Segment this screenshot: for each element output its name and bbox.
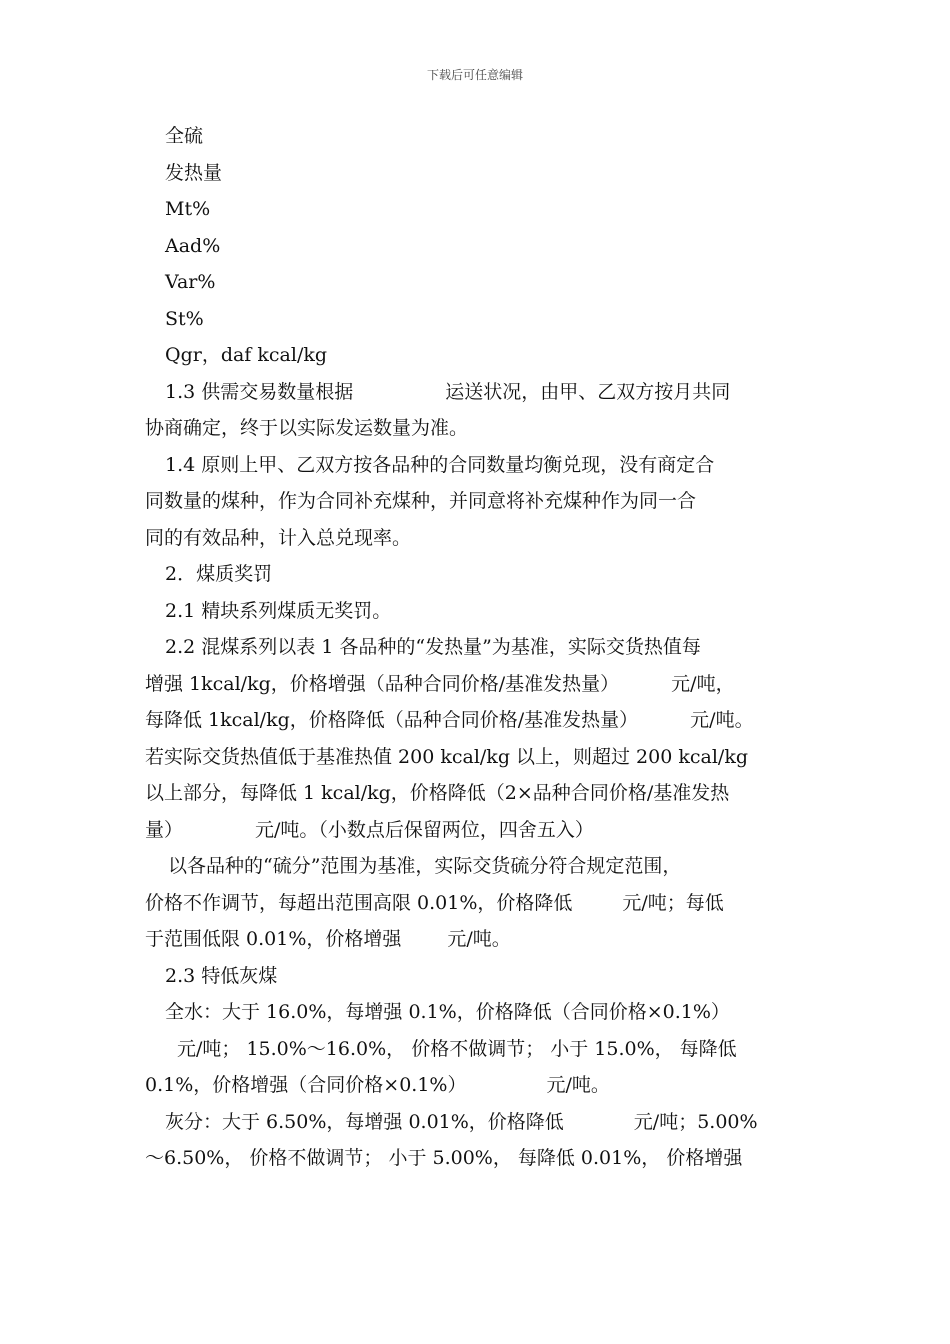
text-line bbox=[145, 994, 810, 1031]
text-line bbox=[145, 264, 810, 301]
text-line bbox=[145, 118, 810, 155]
text-line bbox=[145, 155, 810, 192]
line-text: 于范围低限 0.01%，价格增强 bbox=[145, 928, 402, 950]
text-line bbox=[145, 739, 810, 776]
line-text: 2.2 混煤系列以表 1 各品种的“发热量”为基准，实际交货热值每 bbox=[165, 636, 701, 658]
line-text: 每降低 1kcal/kg，价格降低（品种合同价格/基准发热量） bbox=[145, 709, 639, 731]
text-line bbox=[145, 1140, 810, 1177]
page-header: 下载后可任意编辑 bbox=[426, 68, 523, 82]
line-text: 0.1%，价格增强（合同价格×0.1%） bbox=[145, 1074, 467, 1096]
text-line bbox=[145, 812, 810, 849]
line-text: 元/吨。（小数点后保留两位，四舍五入） bbox=[255, 818, 594, 841]
text-line bbox=[145, 191, 810, 228]
text-line bbox=[145, 410, 810, 447]
text-line bbox=[145, 848, 810, 885]
line-text: 全硫 bbox=[165, 125, 204, 147]
line-text: 全水：大于 16.0%，每增强 0.1%，价格降低（合同价格×0.1%） bbox=[165, 1001, 730, 1023]
line-text: 同的有效品种，计入总兑现率。 bbox=[145, 526, 412, 549]
line-text: Mt% bbox=[165, 198, 211, 220]
text-line bbox=[145, 447, 810, 484]
line-text: 元/吨。 bbox=[690, 709, 754, 731]
text-line bbox=[145, 775, 810, 812]
line-text: 以各品种的“硫分”范围为基准，实际交货硫分符合规定范围， bbox=[168, 855, 682, 877]
line-text: 发热量 bbox=[165, 161, 223, 184]
line-text: 运送状况，由甲、乙双方按月共同 bbox=[445, 380, 731, 403]
section-heading bbox=[145, 556, 810, 593]
line-text: 同数量的煤种，作为合同补充煤种，并同意将补充煤种作为同一合 bbox=[145, 490, 697, 512]
line-text: 1.4 原则上甲、乙双方按各品种的合同数量均衡兑现，没有商定合 bbox=[165, 453, 715, 476]
text-line bbox=[145, 483, 810, 520]
text-line bbox=[145, 301, 810, 338]
line-text: Aad% bbox=[165, 234, 221, 257]
line-text: Var% bbox=[165, 271, 216, 293]
line-text: 2.3 特低灰煤 bbox=[165, 964, 278, 987]
text-line bbox=[145, 374, 810, 411]
line-text: 增强 1kcal/kg，价格增强（品种合同价格/基准发热量） bbox=[145, 672, 620, 695]
text-line bbox=[145, 1067, 810, 1104]
text-line bbox=[145, 593, 810, 630]
line-text: St% bbox=[165, 307, 204, 330]
document-body bbox=[145, 118, 810, 1177]
line-text: Qgr，daf kcal/kg bbox=[165, 344, 328, 366]
line-text: 元/吨；5.00% bbox=[633, 1110, 758, 1133]
line-text: 价格不作调节，每超出范围高限 0.01%，价格降低 bbox=[145, 891, 573, 914]
line-text: 量） bbox=[145, 818, 184, 841]
text-line bbox=[145, 885, 810, 922]
line-text: 元/吨， bbox=[671, 672, 735, 695]
line-text: 灰分：大于 6.50%，每增强 0.01%，价格降低 bbox=[165, 1110, 564, 1133]
text-line bbox=[145, 1104, 810, 1141]
line-text: 以上部分，每降低 1 kcal/kg，价格降低（2×品种合同价格/基准发热 bbox=[145, 782, 730, 804]
text-line bbox=[145, 520, 810, 557]
text-line bbox=[145, 337, 810, 374]
text-line bbox=[145, 629, 810, 666]
text-line bbox=[145, 702, 810, 739]
text-line bbox=[145, 921, 810, 958]
text-line bbox=[145, 666, 810, 703]
line-text: 元/吨；每低 bbox=[622, 891, 724, 914]
line-text: 2．煤质奖罚 bbox=[165, 563, 273, 585]
line-text: 元/吨； 15.0%～16.0%， 价格不做调节； 小于 15.0%， 每降低 bbox=[177, 1037, 737, 1060]
text-line bbox=[145, 1031, 810, 1068]
line-text: 若实际交货热值低于基准热值 200 kcal/kg 以上，则超过 200 kcal/kg bbox=[145, 745, 749, 768]
section-heading bbox=[145, 958, 810, 995]
line-text: 1.3 供需交易数量根据 bbox=[165, 380, 354, 403]
line-text: 2.1 精块系列煤质无奖罚。 bbox=[165, 599, 392, 622]
text-line bbox=[145, 228, 810, 265]
line-text: 元/吨。 bbox=[546, 1074, 610, 1096]
line-text: ～6.50%， 价格不做调节； 小于 5.00%， 每降低 0.01%， 价格增强 bbox=[145, 1147, 743, 1169]
line-text: 元/吨。 bbox=[447, 928, 511, 950]
line-text: 协商确定，终于以实际发运数量为准。 bbox=[145, 417, 469, 439]
